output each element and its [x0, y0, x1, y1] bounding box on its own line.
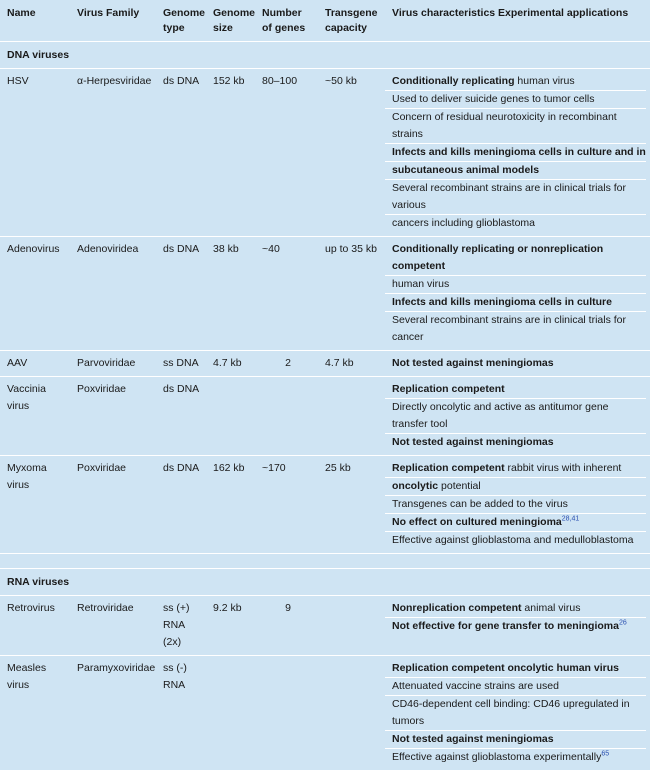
section-header	[0, 569, 650, 596]
cell-family: Parvoviridae	[70, 351, 156, 377]
cell-transgene: 25 kb	[318, 456, 385, 554]
cell-num-genes: 2	[255, 351, 318, 377]
cell-family: Poxviridae	[70, 377, 156, 456]
cell-num-genes: ~170	[255, 456, 318, 554]
characteristic-line	[385, 90, 646, 108]
bold-text: Not tested against meningiomas	[392, 357, 554, 369]
header-characteristics: Virus characteristics Experimental applications	[385, 0, 650, 42]
characteristic-line	[392, 381, 646, 398]
table-row	[0, 656, 650, 771]
cell-num-genes: ~40	[255, 237, 318, 351]
cell-transgene: up to 35 kb	[318, 237, 385, 351]
plain-text: human virus	[392, 278, 450, 290]
plain-text: CD46-dependent cell binding: CD46 upregulated in tumors	[392, 698, 630, 727]
bold-text: Replication competent	[392, 383, 505, 395]
citation-ref: 26	[618, 619, 627, 627]
cell-family: Poxviridae	[70, 456, 156, 554]
table-row	[0, 456, 650, 554]
header-genome-size: Genome size	[206, 0, 255, 42]
header-genome-type: Genome type	[156, 0, 206, 42]
plain-text: Effective against glioblastoma experimentally	[392, 751, 602, 763]
cell-name: Myxoma virus	[0, 456, 70, 554]
cell-genome-size	[206, 656, 255, 771]
cell-num-genes: 80–100	[255, 69, 318, 237]
cell-num-genes: 9	[255, 596, 318, 656]
cell-genome-size: 4.7 kb	[206, 351, 255, 377]
characteristic-line	[385, 513, 646, 531]
cell-genome-type: ds DNA	[156, 237, 206, 351]
cell-num-genes	[255, 377, 318, 456]
characteristic-line	[385, 531, 646, 549]
bold-text: Nonreplication competent	[392, 602, 522, 614]
plain-text: Several recombinant strains are in clinical trials for cancer	[392, 314, 627, 343]
cell-characteristics	[385, 656, 650, 771]
cell-characteristics	[385, 351, 650, 377]
characteristic-line	[385, 677, 646, 695]
header-transgene: Transgene capacity	[318, 0, 385, 42]
plain-text: human virus	[514, 75, 575, 87]
header-num-genes: Number of genes	[255, 0, 318, 42]
bold-text: Infects and kills meningioma cells in culture and in	[392, 146, 646, 158]
cell-genome-type: ss (+) RNA (2x)	[156, 596, 206, 656]
cell-transgene: 4.7 kb	[318, 351, 385, 377]
cell-genome-type: ds DNA	[156, 377, 206, 456]
bold-text: Not effective for gene transfer to meningioma	[392, 620, 619, 632]
cell-family: Paramyxoviridae	[70, 656, 156, 771]
plain-text: Effective against glioblastoma and medulloblastoma	[392, 534, 634, 546]
cell-genome-size	[206, 377, 255, 456]
characteristic-line	[385, 617, 646, 635]
characteristic-line	[385, 311, 646, 346]
bold-text: Not tested against meningiomas	[392, 436, 554, 448]
characteristic-line	[385, 143, 646, 161]
cell-transgene: ~50 kb	[318, 69, 385, 237]
cell-characteristics	[385, 456, 650, 554]
characteristic-line	[385, 477, 646, 495]
bold-text: Conditionally replicating or nonreplication competent	[392, 243, 604, 272]
characteristic-line	[392, 600, 646, 617]
cell-characteristics	[385, 237, 650, 351]
cell-genome-type: ss DNA	[156, 351, 206, 377]
cell-name: Measles virus	[0, 656, 70, 771]
cell-transgene	[318, 596, 385, 656]
characteristic-line	[385, 179, 646, 214]
plain-text: cancers including glioblastoma	[392, 217, 535, 229]
characteristic-line	[392, 460, 646, 477]
cell-characteristics	[385, 596, 650, 656]
cell-family: Adenoviridea	[70, 237, 156, 351]
cell-name: Retrovirus	[0, 596, 70, 656]
cell-genome-size: 9.2 kb	[206, 596, 255, 656]
plain-text: Attenuated vaccine strains are used	[392, 680, 559, 692]
characteristic-line	[385, 275, 646, 293]
characteristic-line	[392, 241, 646, 275]
cell-name: Adenovirus	[0, 237, 70, 351]
header-row	[0, 0, 650, 42]
table-row	[0, 596, 650, 656]
characteristic-line	[385, 398, 646, 433]
plain-text: Directly oncolytic and active as antitumor gene transfer tool	[392, 401, 609, 430]
cell-family: α-Herpesviridae	[70, 69, 156, 237]
cell-name: AAV	[0, 351, 70, 377]
characteristic-line	[392, 355, 646, 372]
table-row	[0, 237, 650, 351]
section-header	[0, 42, 650, 69]
header-family: Virus Family	[70, 0, 156, 42]
cell-genome-size: 38 kb	[206, 237, 255, 351]
characteristic-line	[385, 293, 646, 311]
citation-ref: 65	[601, 750, 610, 758]
cell-genome-type: ds DNA	[156, 456, 206, 554]
table-row	[0, 69, 650, 237]
section-title: DNA viruses	[0, 42, 650, 69]
cell-name: Vaccinia virus	[0, 377, 70, 456]
cell-genome-type: ds DNA	[156, 69, 206, 237]
bold-text: oncolytic	[392, 480, 439, 492]
plain-text: rabbit virus with inherent	[504, 462, 622, 474]
table-body	[0, 42, 650, 771]
bold-text: Replication competent	[392, 462, 505, 474]
characteristic-line	[392, 660, 646, 677]
characteristic-line	[385, 495, 646, 513]
cell-family: Retroviridae	[70, 596, 156, 656]
characteristic-line	[385, 433, 646, 451]
characteristic-line	[385, 214, 646, 232]
characteristic-line	[392, 73, 646, 90]
header-name: Name	[0, 0, 70, 42]
plain-text: potential	[438, 480, 481, 492]
plain-text: Used to deliver suicide genes to tumor cells	[392, 93, 595, 105]
cell-num-genes	[255, 656, 318, 771]
citation-ref: 28,41	[561, 515, 580, 523]
characteristic-line	[385, 695, 646, 730]
cell-genome-size: 162 kb	[206, 456, 255, 554]
bold-text: Replication competent oncolytic human virus	[392, 662, 619, 674]
cell-transgene	[318, 656, 385, 771]
bold-text: Infects and kills meningioma cells in culture	[392, 296, 612, 308]
plain-text: Transgenes can be added to the virus	[392, 498, 568, 510]
bold-text: Not tested against meningiomas	[392, 733, 554, 745]
bold-text: subcutaneous animal models	[392, 164, 540, 176]
cell-transgene	[318, 377, 385, 456]
characteristic-line	[385, 748, 646, 766]
table-row	[0, 351, 650, 377]
cell-characteristics	[385, 377, 650, 456]
cell-name: HSV	[0, 69, 70, 237]
cell-genome-size: 152 kb	[206, 69, 255, 237]
bold-text: Conditionally replicating	[392, 75, 515, 87]
bold-text: No effect on cultured meningioma	[392, 516, 562, 528]
cell-characteristics	[385, 69, 650, 237]
table-row	[0, 377, 650, 456]
characteristic-line	[385, 161, 646, 179]
section-title: RNA viruses	[0, 569, 650, 596]
characteristic-line	[385, 730, 646, 748]
characteristic-line	[385, 108, 646, 143]
plain-text: Several recombinant strains are in clinical trials for various	[392, 182, 627, 211]
section-spacer	[0, 554, 650, 569]
cell-genome-type: ss (-) RNA	[156, 656, 206, 771]
plain-text: Concern of residual neurotoxicity in recombinant strains	[392, 111, 617, 140]
plain-text: animal virus	[521, 602, 581, 614]
